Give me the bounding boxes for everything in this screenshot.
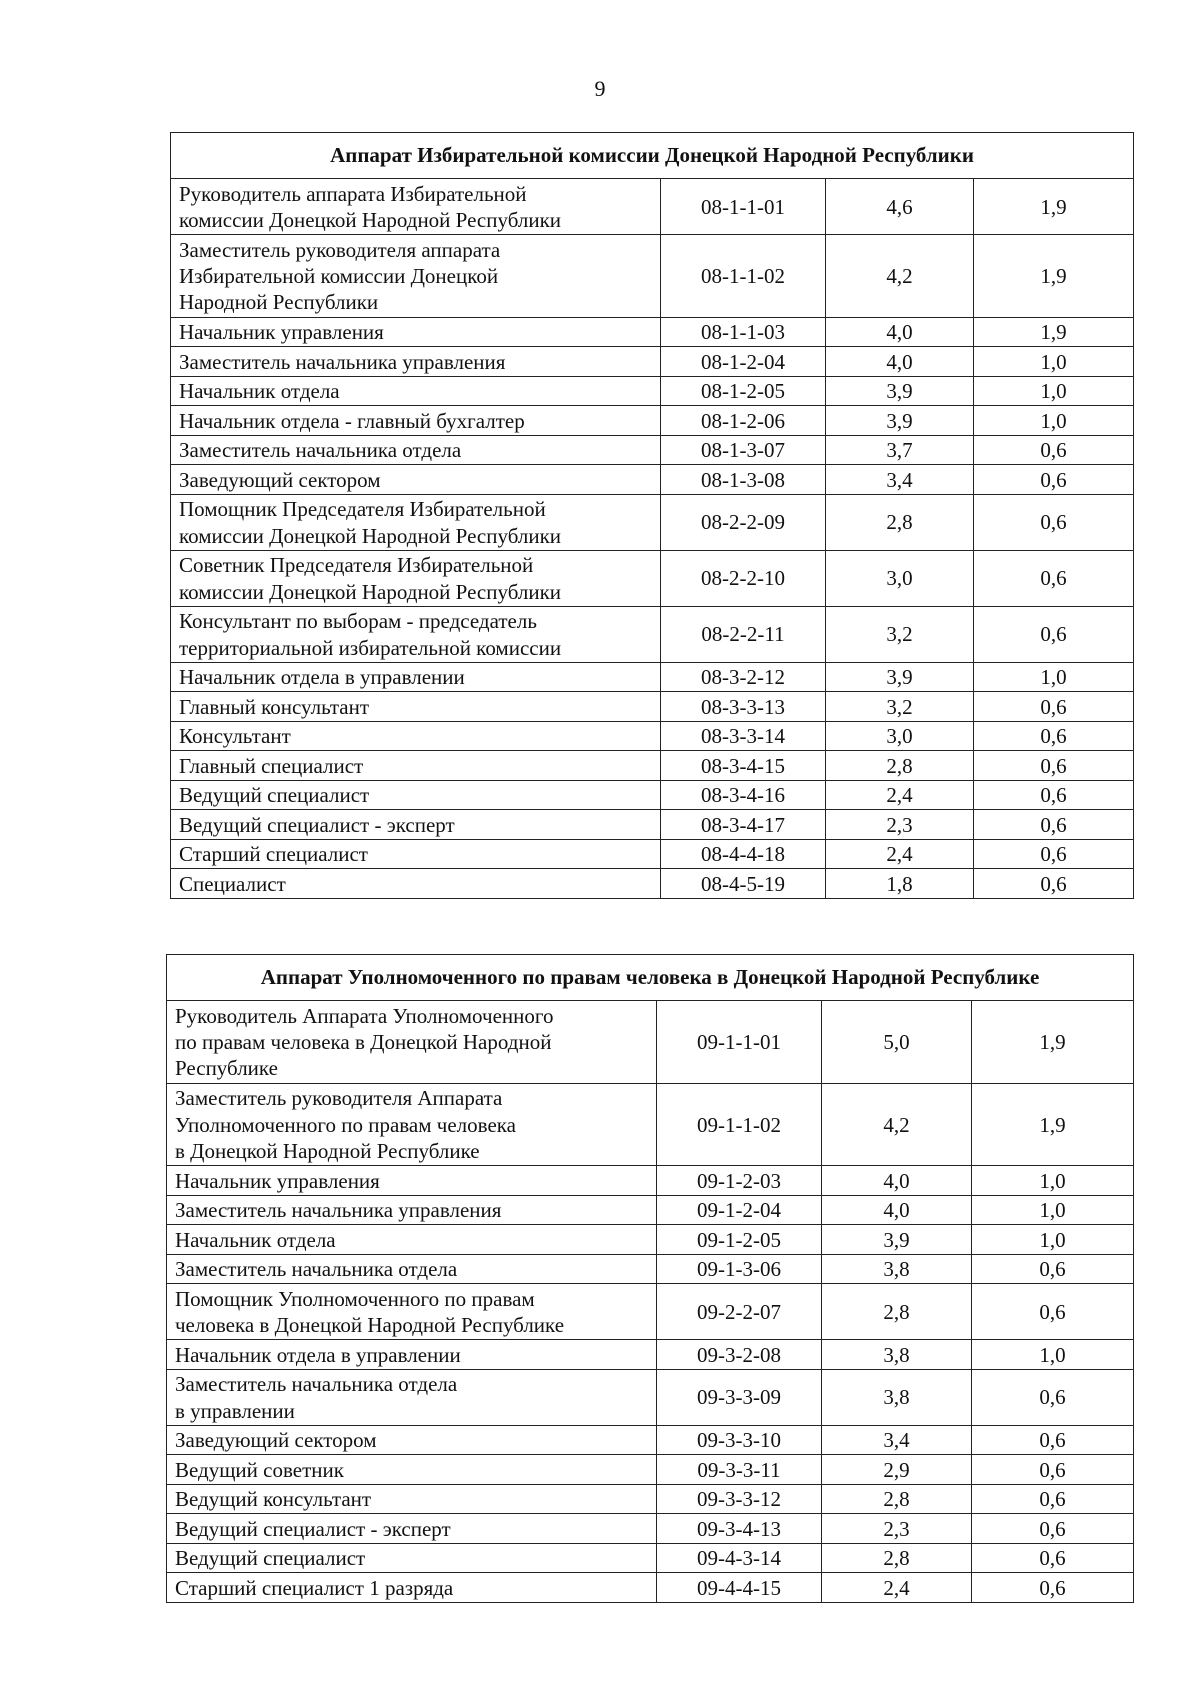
position-name-cell: Начальник управления [167,1166,657,1196]
section-heading-row [171,133,1134,179]
coefficient-b-cell: 1,0 [972,1340,1134,1370]
coefficient-a-cell: 3,9 [826,376,974,406]
position-name-cell: Главный консультант [171,692,661,722]
position-code-cell: 08-2-2-10 [661,550,826,606]
coefficient-b-cell: 0,6 [974,550,1134,606]
table-row [171,606,1134,662]
coefficient-b-cell: 0,6 [974,494,1134,550]
table-row [171,839,1134,869]
position-name-cell: Заместитель руководителя Аппарата Уполномоченного по правам человека в Донецкой Народной Республике [167,1083,657,1166]
coefficient-b-cell: 1,9 [974,235,1134,318]
coefficient-a-cell: 3,4 [822,1425,972,1455]
position-name-cell: Главный специалист [171,751,661,781]
position-name-cell: Руководитель Аппарата Уполномоченного по правам человека в Донецкой Народной Республике [167,1001,657,1084]
position-name-cell: Советник Председателя Избирательной комиссии Донецкой Народной Республики [171,550,661,606]
table-row [171,435,1134,465]
coefficient-b-cell: 0,6 [972,1425,1134,1455]
position-name-cell: Заместитель начальника управления [171,347,661,377]
position-code-cell: 09-3-3-10 [657,1425,822,1455]
coefficient-b-cell: 0,6 [974,692,1134,722]
table-row [171,721,1134,751]
coefficient-b-cell: 1,0 [972,1166,1134,1196]
position-code-cell: 09-1-1-01 [657,1001,822,1084]
coefficient-b-cell: 1,9 [972,1001,1134,1084]
table-body [171,133,1134,899]
table-row [171,406,1134,436]
position-code-cell: 08-3-3-13 [661,692,826,722]
position-code-cell: 08-4-4-18 [661,839,826,869]
position-name-cell: Ведущий специалист [171,780,661,810]
table-row [171,550,1134,606]
position-name-cell: Заместитель начальника управления [167,1195,657,1225]
coefficient-a-cell: 2,8 [822,1543,972,1573]
coefficient-b-cell: 1,9 [974,179,1134,235]
coefficient-b-cell: 0,6 [972,1514,1134,1544]
coefficient-a-cell: 3,4 [826,465,974,495]
position-code-cell: 09-1-1-02 [657,1083,822,1166]
coefficient-a-cell: 3,8 [822,1254,972,1284]
staff-table-election-commission [170,132,1134,899]
table-row [171,179,1134,235]
table-row [167,1484,1134,1514]
coefficient-a-cell: 4,0 [822,1166,972,1196]
position-code-cell: 09-3-3-12 [657,1484,822,1514]
position-name-cell: Начальник отдела в управлении [171,662,661,692]
position-code-cell: 08-2-2-09 [661,494,826,550]
coefficient-a-cell: 1,8 [826,869,974,899]
position-name-cell: Заведующий сектором [171,465,661,495]
table-row [171,235,1134,318]
position-name-cell: Заведующий сектором [167,1425,657,1455]
coefficient-a-cell: 4,2 [826,235,974,318]
coefficient-a-cell: 2,4 [822,1573,972,1603]
table-row [171,751,1134,781]
coefficient-b-cell: 1,0 [972,1195,1134,1225]
table-row [167,1284,1134,1340]
table-row [171,317,1134,347]
position-code-cell: 09-3-2-08 [657,1340,822,1370]
position-name-cell: Старший специалист [171,839,661,869]
position-name-cell: Старший специалист 1 разряда [167,1573,657,1603]
coefficient-a-cell: 3,9 [822,1225,972,1255]
position-code-cell: 09-4-4-15 [657,1573,822,1603]
coefficient-a-cell: 3,2 [826,692,974,722]
coefficient-b-cell: 0,6 [974,606,1134,662]
position-code-cell: 08-1-1-01 [661,179,826,235]
position-name-cell: Консультант по выборам - председатель территориальной избирательной комиссии [171,606,661,662]
table-body [167,955,1134,1603]
coefficient-b-cell: 0,6 [972,1543,1134,1573]
coefficient-b-cell: 1,9 [972,1083,1134,1166]
table-row [167,1573,1134,1603]
table-row [171,662,1134,692]
table-row [167,1425,1134,1455]
table-row [167,1166,1134,1196]
position-name-cell: Ведущий специалист [167,1543,657,1573]
position-name-cell: Заместитель начальника отдела [167,1254,657,1284]
position-name-cell: Ведущий специалист - эксперт [171,810,661,840]
position-code-cell: 08-2-2-11 [661,606,826,662]
page-number: 9 [594,76,606,101]
table-row [167,1254,1134,1284]
position-code-cell: 09-3-3-11 [657,1455,822,1485]
section-title: Аппарат Уполномоченного по правам человека в Донецкой Народной Республике [167,955,1134,1001]
position-code-cell: 08-3-4-17 [661,810,826,840]
position-name-cell: Ведущий консультант [167,1484,657,1514]
table-row [167,1195,1134,1225]
coefficient-b-cell: 0,6 [972,1484,1134,1514]
position-name-cell: Начальник отдела [171,376,661,406]
table-row [171,780,1134,810]
position-name-cell: Начальник отдела [167,1225,657,1255]
table-row [171,347,1134,377]
coefficient-a-cell: 2,8 [822,1484,972,1514]
coefficient-b-cell: 1,9 [974,317,1134,347]
table-row [171,869,1134,899]
position-code-cell: 08-3-4-16 [661,780,826,810]
coefficient-b-cell: 1,0 [974,662,1134,692]
table-row [167,1225,1134,1255]
coefficient-a-cell: 2,3 [826,810,974,840]
position-code-cell: 08-1-2-06 [661,406,826,436]
coefficient-a-cell: 4,2 [822,1083,972,1166]
position-name-cell: Консультант [171,721,661,751]
position-code-cell: 08-1-2-05 [661,376,826,406]
position-code-cell: 09-1-2-03 [657,1166,822,1196]
table-row [167,1543,1134,1573]
table-row [171,465,1134,495]
position-name-cell: Начальник отдела - главный бухгалтер [171,406,661,436]
coefficient-b-cell: 1,0 [974,406,1134,436]
coefficient-a-cell: 2,8 [826,751,974,781]
coefficient-b-cell: 0,6 [974,869,1134,899]
coefficient-b-cell: 0,6 [974,839,1134,869]
position-code-cell: 08-1-1-03 [661,317,826,347]
coefficient-a-cell: 4,0 [826,317,974,347]
coefficient-a-cell: 3,8 [822,1340,972,1370]
position-code-cell: 09-1-2-05 [657,1225,822,1255]
coefficient-b-cell: 0,6 [974,751,1134,781]
position-code-cell: 08-1-1-02 [661,235,826,318]
table-row [171,376,1134,406]
position-name-cell: Специалист [171,869,661,899]
table-row [167,1340,1134,1370]
table-row [171,810,1134,840]
coefficient-b-cell: 0,6 [972,1369,1134,1425]
coefficient-a-cell: 2,8 [826,494,974,550]
position-code-cell: 08-3-4-15 [661,751,826,781]
position-name-cell: Заместитель руководителя аппарата Избирательной комиссии Донецкой Народной Республики [171,235,661,318]
table-row [171,494,1134,550]
position-name-cell: Помощник Председателя Избирательной комиссии Донецкой Народной Республики [171,494,661,550]
coefficient-a-cell: 2,9 [822,1455,972,1485]
coefficient-b-cell: 1,0 [974,376,1134,406]
position-code-cell: 09-4-3-14 [657,1543,822,1573]
position-name-cell: Заместитель начальника отдела [171,435,661,465]
coefficient-b-cell: 0,6 [972,1284,1134,1340]
coefficient-a-cell: 2,4 [826,780,974,810]
table-row [167,1369,1134,1425]
coefficient-a-cell: 2,3 [822,1514,972,1544]
coefficient-a-cell: 3,0 [826,721,974,751]
position-name-cell: Ведущий специалист - эксперт [167,1514,657,1544]
position-code-cell: 09-3-4-13 [657,1514,822,1544]
coefficient-b-cell: 1,0 [972,1225,1134,1255]
coefficient-a-cell: 4,6 [826,179,974,235]
position-name-cell: Заместитель начальника отдела в управлении [167,1369,657,1425]
position-code-cell: 09-1-3-06 [657,1254,822,1284]
coefficient-a-cell: 3,7 [826,435,974,465]
coefficient-b-cell: 0,6 [974,721,1134,751]
position-code-cell: 08-1-3-07 [661,435,826,465]
coefficient-b-cell: 0,6 [972,1254,1134,1284]
position-code-cell: 09-1-2-04 [657,1195,822,1225]
coefficient-a-cell: 5,0 [822,1001,972,1084]
position-code-cell: 08-3-2-12 [661,662,826,692]
position-code-cell: 08-1-3-08 [661,465,826,495]
coefficient-a-cell: 3,8 [822,1369,972,1425]
coefficient-a-cell: 2,4 [826,839,974,869]
section-heading-row [167,955,1134,1001]
coefficient-b-cell: 1,0 [974,347,1134,377]
coefficient-a-cell: 3,2 [826,606,974,662]
position-name-cell: Руководитель аппарата Избирательной комиссии Донецкой Народной Республики [171,179,661,235]
coefficient-b-cell: 0,6 [974,435,1134,465]
table-row [167,1001,1134,1084]
table-row [167,1083,1134,1166]
table-row [167,1455,1134,1485]
staff-table-ombudsman-office [166,954,1134,1603]
position-code-cell: 08-3-3-14 [661,721,826,751]
coefficient-b-cell: 0,6 [974,810,1134,840]
coefficient-a-cell: 3,0 [826,550,974,606]
position-code-cell: 09-3-3-09 [657,1369,822,1425]
coefficient-b-cell: 0,6 [974,465,1134,495]
coefficient-a-cell: 3,9 [826,406,974,436]
position-name-cell: Ведущий советник [167,1455,657,1485]
section-title: Аппарат Избирательной комиссии Донецкой Народной Республики [171,133,1134,179]
position-name-cell: Начальник управления [171,317,661,347]
table-row [171,692,1134,722]
table-row [167,1514,1134,1544]
coefficient-b-cell: 0,6 [972,1455,1134,1485]
position-code-cell: 08-1-2-04 [661,347,826,377]
coefficient-b-cell: 0,6 [974,780,1134,810]
coefficient-a-cell: 4,0 [822,1195,972,1225]
coefficient-a-cell: 4,0 [826,347,974,377]
coefficient-a-cell: 2,8 [822,1284,972,1340]
position-name-cell: Помощник Уполномоченного по правам человека в Донецкой Народной Республике [167,1284,657,1340]
coefficient-a-cell: 3,9 [826,662,974,692]
position-name-cell: Начальник отдела в управлении [167,1340,657,1370]
position-code-cell: 09-2-2-07 [657,1284,822,1340]
coefficient-b-cell: 0,6 [972,1573,1134,1603]
position-code-cell: 08-4-5-19 [661,869,826,899]
